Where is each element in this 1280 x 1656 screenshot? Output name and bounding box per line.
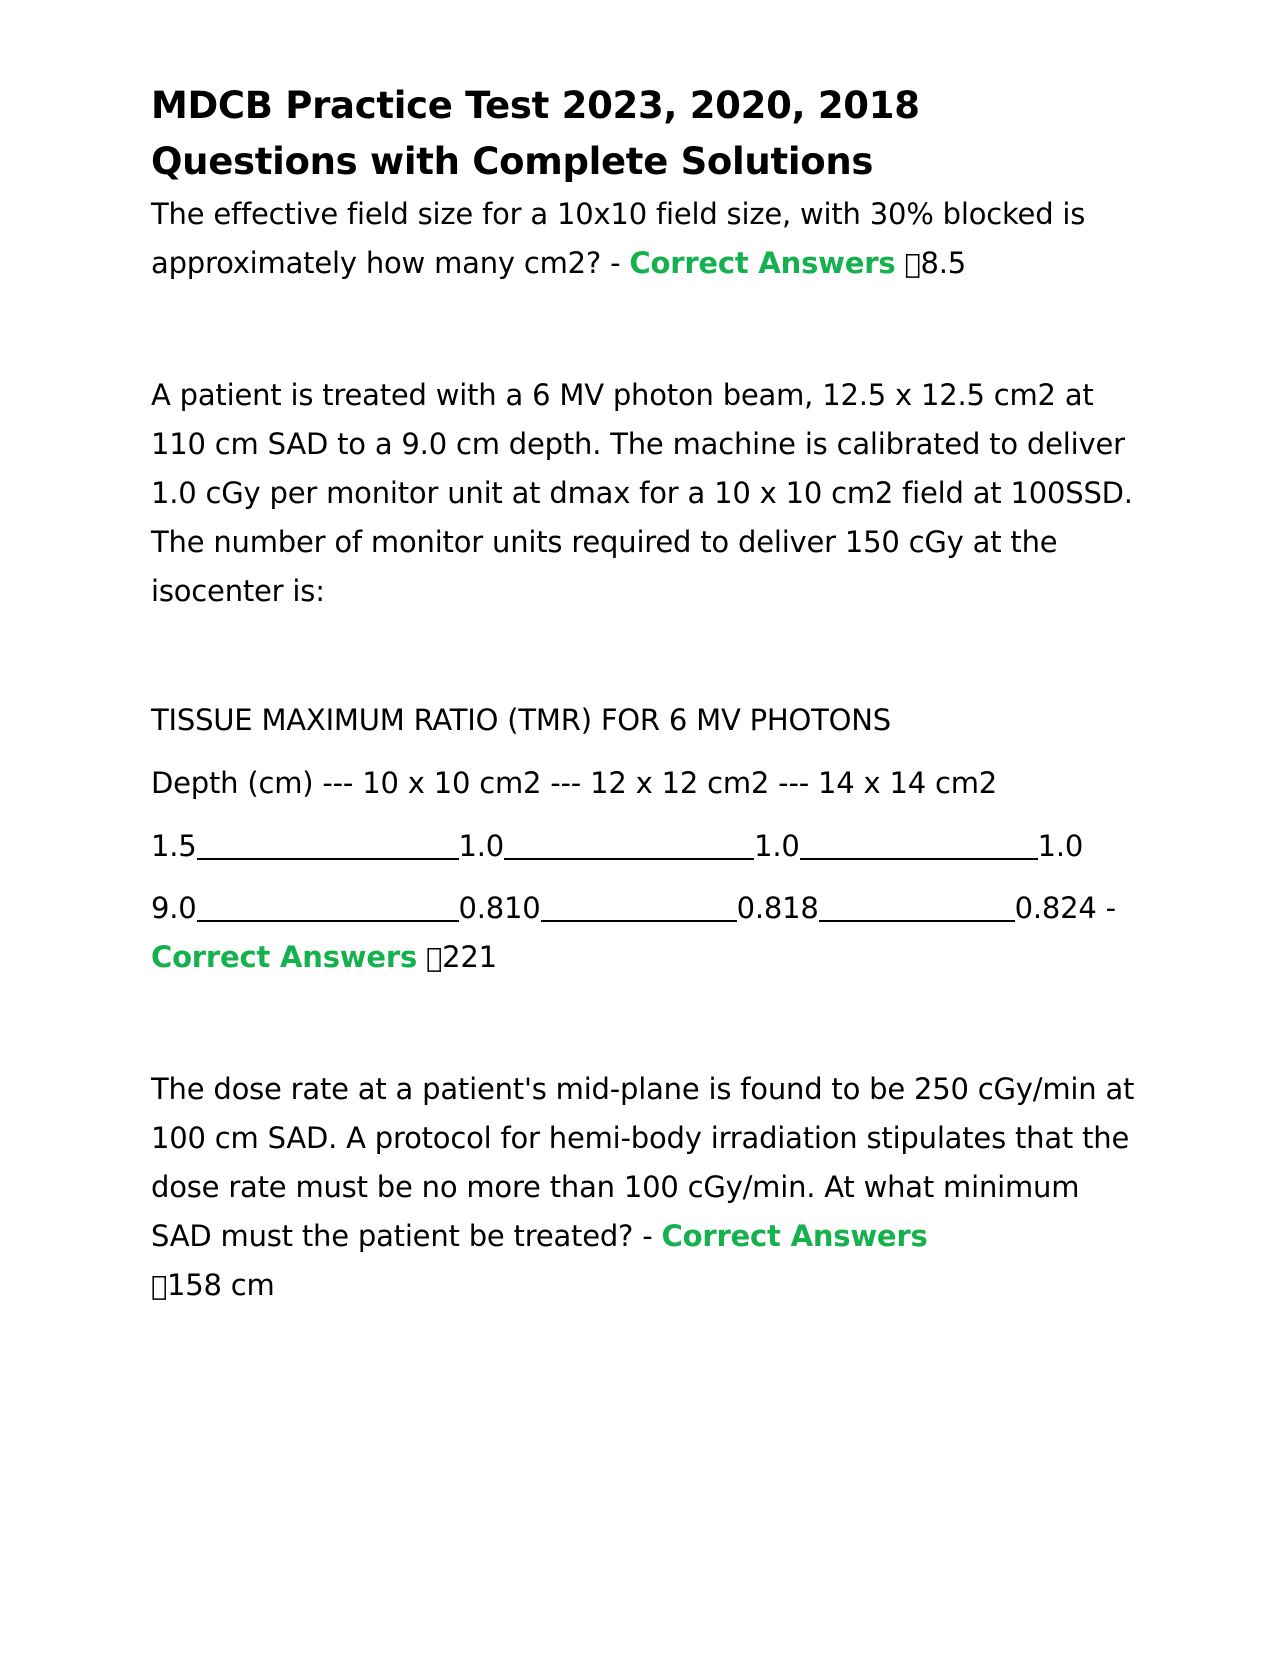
- tmr-row-2-depth: 9.0: [151, 891, 197, 925]
- document-page: [151, 78, 1136, 1311]
- tmr-row-1-12x12: 1.0: [754, 829, 800, 863]
- question-1-answer: 8.5: [904, 246, 950, 280]
- tmr-row-1-depth: 1.5: [151, 829, 197, 863]
- question-3: [151, 1065, 1136, 1311]
- question-1-text: The effective field size for a 10x10 field size, with 30% blocked is approximately how many cm2? -: [151, 197, 1086, 280]
- tmr-row-1-10x10: 1.0: [458, 829, 505, 863]
- answer-marker-icon: [904, 249, 920, 280]
- tmr-row-2-12x12: 0.818: [736, 891, 819, 925]
- tmr-row-1: [151, 822, 1136, 871]
- tmr-row-2: [151, 884, 1136, 983]
- tmr-row-2-14x14: 0.824: [1014, 891, 1097, 925]
- question-3-text: The dose rate at a patient's mid-plane is found to be 250 cGy/min at 100 cm SAD. A protocol for hemi-body irradiation stipulates that the dose rate must be no more than 100 cGy/min. At what minimum SAD must the patient be treated? -: [151, 1072, 1135, 1253]
- tmr-row-1-14x14: 1.0: [1037, 829, 1084, 863]
- answer-marker-icon: [151, 1271, 167, 1302]
- tmr-row-2-suffix: -: [1096, 891, 1116, 925]
- question-2-text: A patient is treated with a 6 MV photon beam, 12.5 x 12.5 cm2 at 110 cm SAD to a 9.0 cm depth. The machine is calibrated to deliver 1.0 cGy per monitor unit at dmax for a 10 x 10 cm2 field at 100SSD. The number of monitor units required to deliver 150 cGy at the isocenter is:: [151, 378, 1133, 608]
- answer-marker-icon: [426, 943, 442, 974]
- correct-answers-label: Correct Answers: [151, 940, 418, 974]
- tmr-row-2-10x10: 0.810: [458, 891, 541, 925]
- question-2-answer: 221: [426, 940, 481, 974]
- tmr-table-header: Depth (cm) --- 10 x 10 cm2 --- 12 x 12 cm2 --- 14 x 14 cm2: [151, 766, 998, 800]
- document-title: MDCB Practice Test 2023, 2020, 2018 Questions with Complete Solutions: [151, 84, 920, 183]
- question-3-answer: 158 cm: [151, 1268, 259, 1302]
- correct-answers-label: Correct Answers: [661, 1219, 928, 1253]
- tmr-table-title: TISSUE MAXIMUM RATIO (TMR) FOR 6 MV PHOTONS: [151, 703, 892, 737]
- correct-answers-label: Correct Answers: [629, 246, 896, 280]
- question-1: [151, 190, 1136, 289]
